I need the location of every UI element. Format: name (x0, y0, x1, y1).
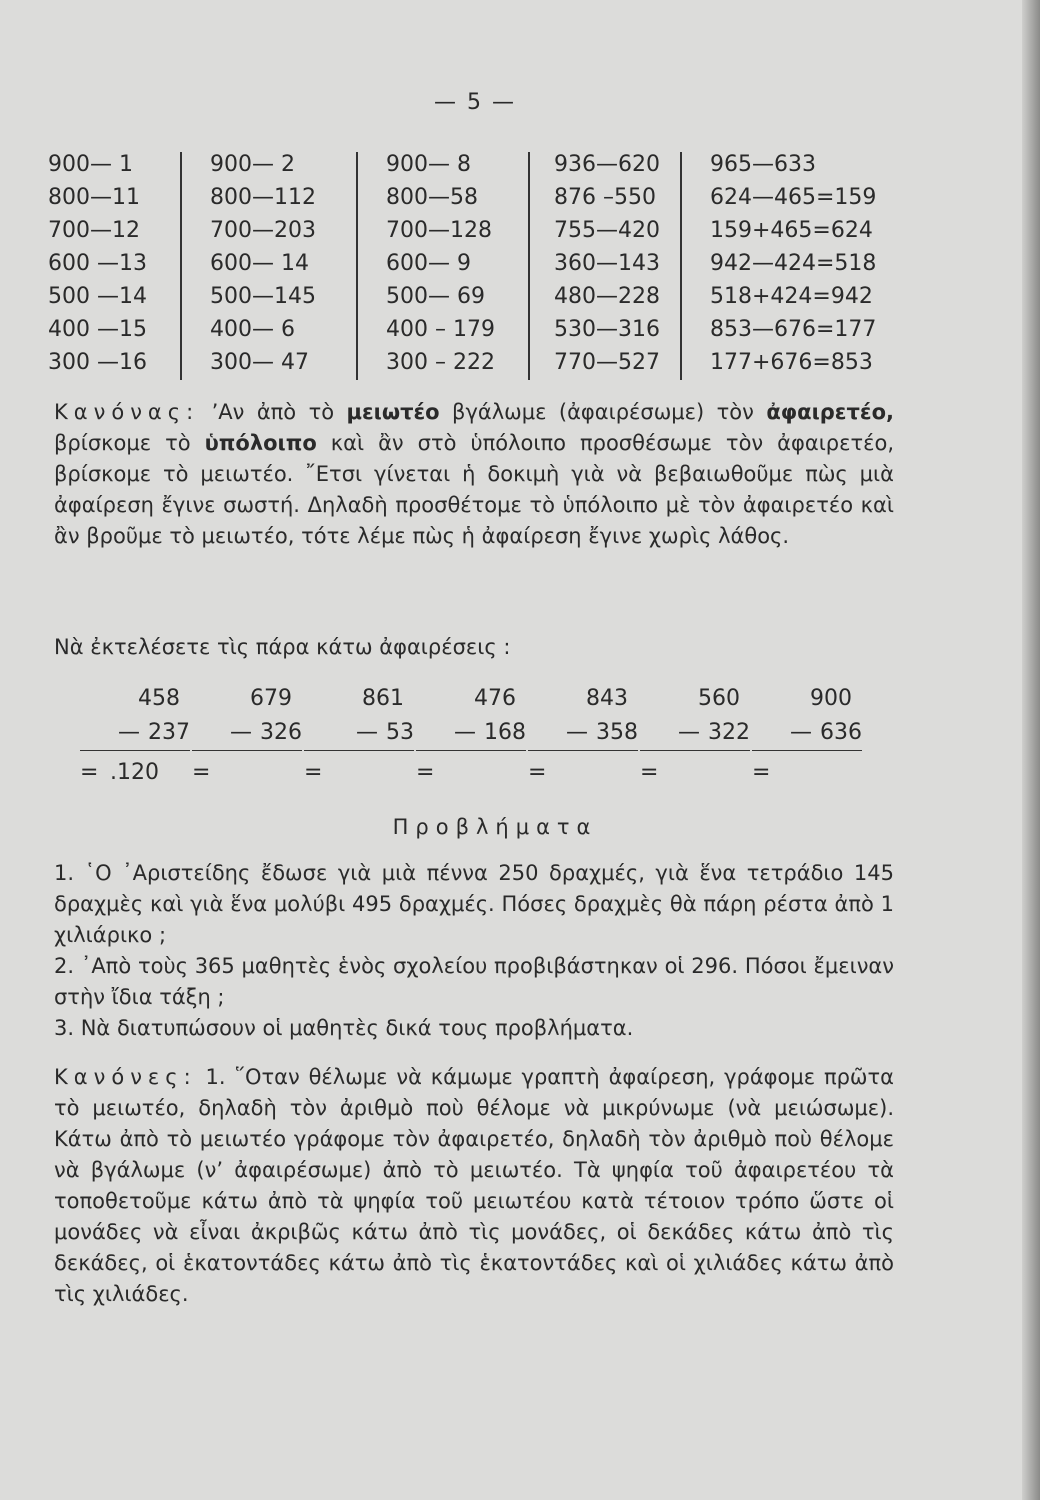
minuend: 476 (474, 686, 516, 711)
column-divider (180, 152, 182, 380)
minuend: 560 (698, 686, 740, 711)
subtrahend-line (752, 716, 862, 751)
equals-sign: = (752, 760, 771, 785)
problem-item: 2. ᾿Απὸ τοὺς 365 μαθητὲς ἑνὸς σχολείου προβιβάστηκαν οἱ 296. Πόσοι ἔμειναν στὴν ἴδια τάξη ; (54, 954, 894, 1009)
column-divider (680, 152, 682, 380)
table-row: 480—228 (554, 284, 660, 309)
exercise (80, 682, 190, 791)
rule-text: βγάλωμε (ἀφαιρέσωμε) τὸν (439, 400, 767, 424)
result-line (528, 751, 638, 791)
equals-sign: = (640, 760, 659, 785)
exercise (304, 682, 414, 791)
minuend: 679 (250, 686, 292, 711)
result-line (640, 751, 750, 791)
subtrahend-line (304, 716, 414, 751)
problem-item: 3. Νὰ διατυπώσουν οἱ μαθητὲς δικά τους προβλήματα. (54, 1016, 634, 1040)
subtrahend-line (192, 716, 302, 751)
minus-sign: — (454, 720, 476, 745)
subtrahend-line (80, 716, 190, 751)
table-row: 500— 69 (386, 284, 485, 309)
equals-sign: = (416, 760, 435, 785)
minuend: 900 (810, 686, 852, 711)
minuend-term: μειωτέο (346, 400, 440, 424)
result-line (80, 751, 190, 791)
result-line (752, 751, 862, 791)
subtrahend-line (640, 716, 750, 751)
table-row: 853—676=177 (710, 317, 877, 342)
equals-sign: = (80, 760, 99, 785)
minuend: 458 (138, 686, 180, 711)
table-row: 400— 6 (210, 317, 295, 342)
subtrahend-line (416, 716, 526, 751)
table-row: 600— 14 (210, 251, 309, 276)
instruction (54, 632, 894, 663)
table-row: 600— 9 (386, 251, 471, 276)
result-line (192, 751, 302, 791)
minus-sign: — (356, 720, 378, 745)
table-column-1 (48, 148, 147, 379)
rule-text: βρίσκομε τὸ (54, 431, 205, 455)
table-row: 900— 2 (210, 152, 295, 177)
result-line (416, 751, 526, 791)
exercise (640, 682, 750, 791)
table-row: 900— 8 (386, 152, 471, 177)
minus-sign: — (678, 720, 700, 745)
table-row: 700—128 (386, 218, 492, 243)
minuend: 843 (586, 686, 628, 711)
rules-text: 1. ῞Οταν θέλωμε νὰ κάμωμε γραπτὴ ἀφαίρεση, γράφομε πρῶτα τὸ μειωτέο, δηλαδὴ τὸν ἀριθμὸ ποὺ θέλομε νὰ μικρύνωμε (νὰ μειώσωμε). Κάτω ἀπὸ τὸ μειωτέο γράφομε τὸν ἀφαιρετέο, δηλαδὴ τὸν ἀριθμὸ ποὺ θέλομε νὰ βγάλωμε (ν’ ἀφαιρέσωμε) ἀπὸ τὸ μειωτέο. Τὰ ψηφία τοῦ ἀφαιρετέου τὰ τοποθετοῦμε κάτω ἀπὸ τὰ ψηφία τοῦ μειωτέου κατὰ τέτοιον τρόπο ὥστε οἱ μονάδες νὰ εἶναι ἀκριβῶς κάτω ἀπὸ τὶς μονάδες, οἱ δεκάδες κάτω ἀπὸ τὶς δεκάδες, οἱ ἑκατοντάδες κάτω ἀπὸ τὶς ἑκατοντάδες καὶ οἱ χιλιάδες κάτω ἀπὸ τὶς χιλιάδες. (54, 1065, 894, 1306)
exercise (528, 682, 638, 791)
equals-sign: = (192, 760, 211, 785)
equals-sign: = (304, 760, 323, 785)
table-row: 800—58 (386, 185, 478, 210)
table-row: 800—11 (48, 185, 140, 210)
problem-item: 1. ῾Ο ᾿Αριστείδης ἔδωσε γιὰ μιὰ πέννα 250 δραχμές, γιὰ ἕνα τετράδιο 145 δραχμὲς καὶ γιὰ ἕνα μολύβι 495 δραχμές. Πόσες δραχμὲς θὰ πάρη ρέστα ἀπὸ 1 χιλιάρικο ; (54, 861, 894, 947)
equals-sign: = (528, 760, 547, 785)
result-line (304, 751, 414, 791)
table-row: 770—527 (554, 350, 660, 375)
table-column-2 (210, 148, 316, 379)
rules-paragraph (54, 1062, 894, 1310)
exercise (752, 682, 862, 791)
table-row: 624—465=159 (710, 185, 877, 210)
subtrahend: 237 (148, 720, 190, 745)
column-divider (528, 152, 530, 380)
table-row: 936—620 (554, 152, 660, 177)
subtrahend: 358 (596, 720, 638, 745)
table-row: 400 – 179 (386, 317, 495, 342)
table-row: 518+424=942 (710, 284, 873, 309)
table-row: 700—203 (210, 218, 316, 243)
rules-label: Κανόνες: (54, 1065, 197, 1089)
exercise (416, 682, 526, 791)
subtrahend: 168 (484, 720, 526, 745)
instruction-text: Νὰ ἐκτελέσετε τὶς πάρα κάτω ἀφαιρέσεις : (54, 635, 511, 659)
minuend: 861 (362, 686, 404, 711)
exercise (192, 682, 302, 791)
rule-text: ’Αν ἀπὸ τὸ (199, 400, 347, 424)
table-row: 177+676=853 (710, 350, 873, 375)
minus-sign: — (118, 720, 140, 745)
table-row: 800—112 (210, 185, 316, 210)
subtrahend-line (528, 716, 638, 751)
table-row: 700—12 (48, 218, 140, 243)
table-column-3 (386, 148, 495, 379)
table-row: 530—316 (554, 317, 660, 342)
minus-sign: — (790, 720, 812, 745)
rule-label: Κανόνας: (54, 400, 200, 424)
subtrahend: 636 (820, 720, 862, 745)
table-row: 300— 47 (210, 350, 309, 375)
table-row: 965—633 (710, 152, 816, 177)
problems-list (54, 858, 894, 1044)
minus-sign: — (230, 720, 252, 745)
minus-sign: — (566, 720, 588, 745)
table-column-5 (710, 148, 876, 379)
rule-paragraph (54, 397, 894, 552)
rule-text: καὶ ἂν στὸ ὑπόλοιπο προσθέσωμε τὸν ἀφαιρετέο, βρίσκομε τὸ μειωτέο. ῎Ετσι γίνεται ἡ δοκιμὴ γιὰ νὰ βεβαιωθοῦμε πὼς μιὰ ἀφαίρεση ἔγινε σωστή. Δηλαδὴ προσθέτομε τὸ ὑπόλοιπο μὲ τὸν ἀφαιρετέο καὶ ἂν βροῦμε τὸ μειωτέο, τότε λέμε πὼς ἡ ἀφαίρεση ἔγινε χωρὶς λάθος. (54, 431, 894, 548)
page-edge-shadow (1022, 0, 1040, 1500)
result: .120 (110, 760, 159, 785)
table-row: 360—143 (554, 251, 660, 276)
table-row: 500—145 (210, 284, 316, 309)
column-divider (356, 152, 358, 380)
table-row: 400 —15 (48, 317, 147, 342)
table-column-4 (554, 148, 660, 379)
table-row: 600 —13 (48, 251, 147, 276)
table-row: 942—424=518 (710, 251, 877, 276)
table-row: 159+465=624 (710, 218, 873, 243)
table-row: 300 – 222 (386, 350, 495, 375)
table-row: 900— 1 (48, 152, 133, 177)
remainder-term: ὑπόλοιπο (204, 431, 317, 455)
subtrahend-term: ἀφαιρετέο, (766, 400, 894, 424)
page-number: — 5 — (434, 90, 516, 115)
subtrahend: 322 (708, 720, 750, 745)
subtrahend: 326 (260, 720, 302, 745)
problems-heading: Προβλήματα (392, 815, 598, 839)
subtrahend: 53 (386, 720, 414, 745)
table-row: 300 —16 (48, 350, 147, 375)
table-row: 876 –550 (554, 185, 656, 210)
table-row: 500 —14 (48, 284, 147, 309)
table-row: 755—420 (554, 218, 660, 243)
